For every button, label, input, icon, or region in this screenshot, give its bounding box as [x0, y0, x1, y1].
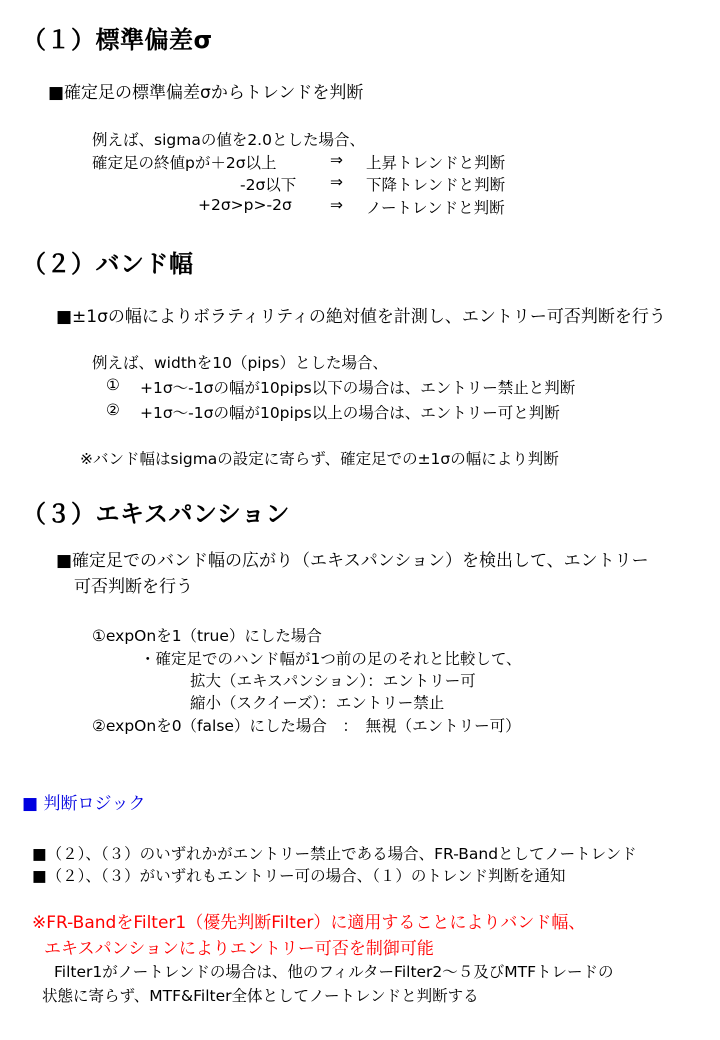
- section2-item1-text: +1σ～-1σの幅が10pips以下の場合は、エントリー禁止と判断: [140, 379, 576, 397]
- section2-item2-num: ②: [106, 401, 120, 419]
- section3-option1-sub: ・確定足でのハンド幅が1つ前の足のそれと比較して、: [140, 650, 522, 668]
- section2-note: ※バンド幅はsigmaの設定に寄らず、確定足での±1σの幅により判断: [80, 450, 559, 468]
- section3-option1: ①expOnを1（true）にした場合: [92, 627, 322, 645]
- remark-black-line1: Filter1がノートレンドの場合は、他のフィルターFilter2～５及びMTFトレードの: [54, 963, 614, 981]
- section1-row2-label: -2σ以下: [240, 176, 297, 194]
- section3-bullet-line2: 可否判断を行う: [74, 577, 193, 597]
- section1-row1-label: 確定足の終値pが＋2σ以上: [92, 154, 277, 172]
- remark-black-line2: 状態に寄らず、MTF&Filter全体としてノートレンドと判断する: [42, 987, 479, 1005]
- section2-bullet: ■±1σの幅によりボラティリティの絶対値を計測し、エントリー可否判断を行う: [56, 307, 666, 327]
- section1-row3-arrow: ⇒: [330, 196, 343, 214]
- section1-row3-label: +2σ>p>-2σ: [198, 196, 292, 214]
- section2-heading: （２）バンド幅: [22, 250, 194, 278]
- section3-option1-expand: 拡大（エキスパンション）：エントリー可: [190, 672, 476, 690]
- section1-row2-result: 下降トレンドと判断: [366, 176, 506, 194]
- section1-row1-arrow: ⇒: [330, 151, 343, 169]
- section2-item2-text: +1σ～-1σの幅が10pips以上の場合は、エントリー可と判断: [140, 404, 560, 422]
- logic-line1: ■（２）、（３）のいずれかがエントリー禁止である場合、FR-Bandとしてノートレンド: [32, 845, 637, 863]
- remark-red-line2: エキスパンションによりエントリー可否を制御可能: [44, 939, 434, 959]
- section1-example-intro: 例えば、sigmaの値を2.0とした場合、: [92, 131, 365, 149]
- section3-option1-shrink: 縮小（スクイーズ）：エントリー禁止: [190, 694, 445, 712]
- logic-heading: ■ 判断ロジック: [22, 794, 146, 814]
- logic-line2: ■（２）、（３）がいずれもエントリー可の場合、（１）のトレンド判断を通知: [32, 867, 566, 885]
- section2-item1-num: ①: [106, 376, 120, 394]
- section3-option2: ②expOnを0（false）にした場合 ： 無視（エントリー可）: [92, 717, 521, 735]
- remark-red-line1: ※FR-BandをFilter1（優先判断Filter）に適用することによりバンド幅、: [32, 913, 586, 933]
- section1-row2-arrow: ⇒: [330, 173, 343, 191]
- section1-heading: （１）標準偏差σ: [22, 26, 213, 54]
- section2-example-intro: 例えば、widthを10（pips）とした場合、: [92, 354, 389, 372]
- section1-row1-result: 上昇トレンドと判断: [366, 154, 506, 172]
- section1-row3-result: ノートレンドと判断: [366, 199, 505, 217]
- section3-heading: （３）エキスパンション: [22, 500, 290, 528]
- section3-bullet-line1: ■確定足でのバンド幅の広がり（エキスパンション）を検出して、エントリー: [56, 551, 649, 571]
- section1-bullet: ■確定足の標準偏差σからトレンドを判断: [48, 83, 364, 103]
